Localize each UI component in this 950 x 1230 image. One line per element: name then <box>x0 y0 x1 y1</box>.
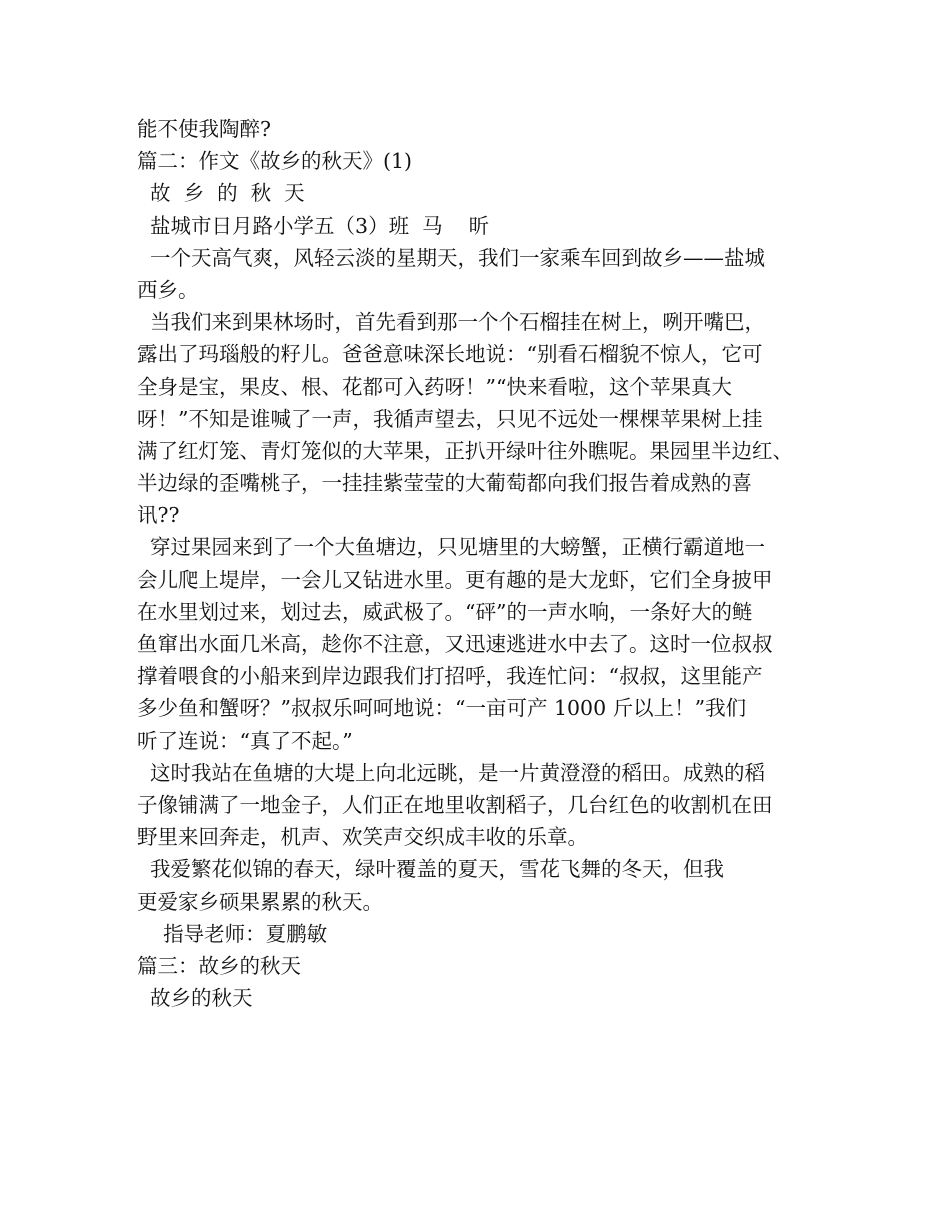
text-line: 篇二：作文《故乡的秋天》(1) <box>137 149 413 174</box>
text-line: 我爱繁花似锦的春天，绿叶覆盖的夏天，雪花飞舞的冬天，但我 <box>137 857 725 882</box>
text-line: 全身是宝，果皮、根、花都可入药呀！”“快来看啦，这个苹果真大 <box>137 374 732 399</box>
text-line: 穿过果园来到了一个大鱼塘边，只见塘里的大螃蟹，正横行霸道地一 <box>137 535 766 560</box>
text-line: 在水里划过来，划过去，威武极了。“砰”的一声水响，一条好大的鲢 <box>137 599 753 624</box>
text-line: 呀！”不知是谁喊了一声，我循声望去，只见不远处一棵棵苹果树上挂 <box>137 406 763 431</box>
text-line: 会儿爬上堤岸，一会儿又钻进水里。更有趣的是大龙虾，它们全身披甲 <box>137 567 773 592</box>
text-line: 露出了玛瑙般的籽儿。爸爸意味深长地说：“别看石榴貌不惊人，它可 <box>137 342 763 367</box>
text-line: 盐城市日月路小学五（3）班 马 昕 <box>137 213 490 238</box>
text-line: 多少鱼和蟹呀？”叔叔乐呵呵地说：“一亩可产 1000 斤以上！”我们 <box>137 696 747 721</box>
text-line: 更爱家乡硕果累累的秋天。 <box>137 889 383 914</box>
text-line: 西乡。 <box>137 277 199 302</box>
text-line: 鱼窜出水面几米高，趁你不注意，又迅速逃进水中去了。这时一位叔叔 <box>137 632 773 656</box>
text-line: 故 乡 的 秋 天 <box>137 181 305 206</box>
text-line: 野里来回奔走，机声、欢笑声交织成丰收的乐章。 <box>137 825 588 850</box>
text-line: 一个天高气爽，风轻云淡的星期天，我们一家乘车回到故乡——盐城 <box>137 245 766 270</box>
text-line: 满了红灯笼、青灯笼似的大苹果，正扒开绿叶往外瞧呢。果园里半边红、 <box>137 438 793 463</box>
document-body <box>137 113 827 1014</box>
text-line: 这时我站在鱼塘的大堤上向北远眺，是一片黄澄澄的稻田。成熟的稻 <box>137 760 766 785</box>
text-line: 故乡的秋天 <box>137 986 253 1011</box>
text-line: 子像铺满了一地金子，人们正在地里收割稻子，几台红色的收割机在田 <box>137 792 773 817</box>
text-line: 当我们来到果林场时，首先看到那一个个石榴挂在树上，咧开嘴巴， <box>137 310 766 335</box>
text-line: 讯?? <box>137 503 180 528</box>
text-line: 撑着喂食的小船来到岸边跟我们打招呼，我连忙问：“叔叔，这里能产 <box>137 664 763 689</box>
text-line: 篇三：故乡的秋天 <box>137 953 301 978</box>
text-line: 半边绿的歪嘴桃子，一挂挂紫莹莹的大葡萄都向我们报告着成熟的喜 <box>137 471 752 496</box>
text-line: 指导老师：夏鹏敏 <box>137 921 328 946</box>
text-line: 听了连说：“真了不起。” <box>137 728 353 753</box>
text-line: 能不使我陶醉? <box>137 117 271 141</box>
